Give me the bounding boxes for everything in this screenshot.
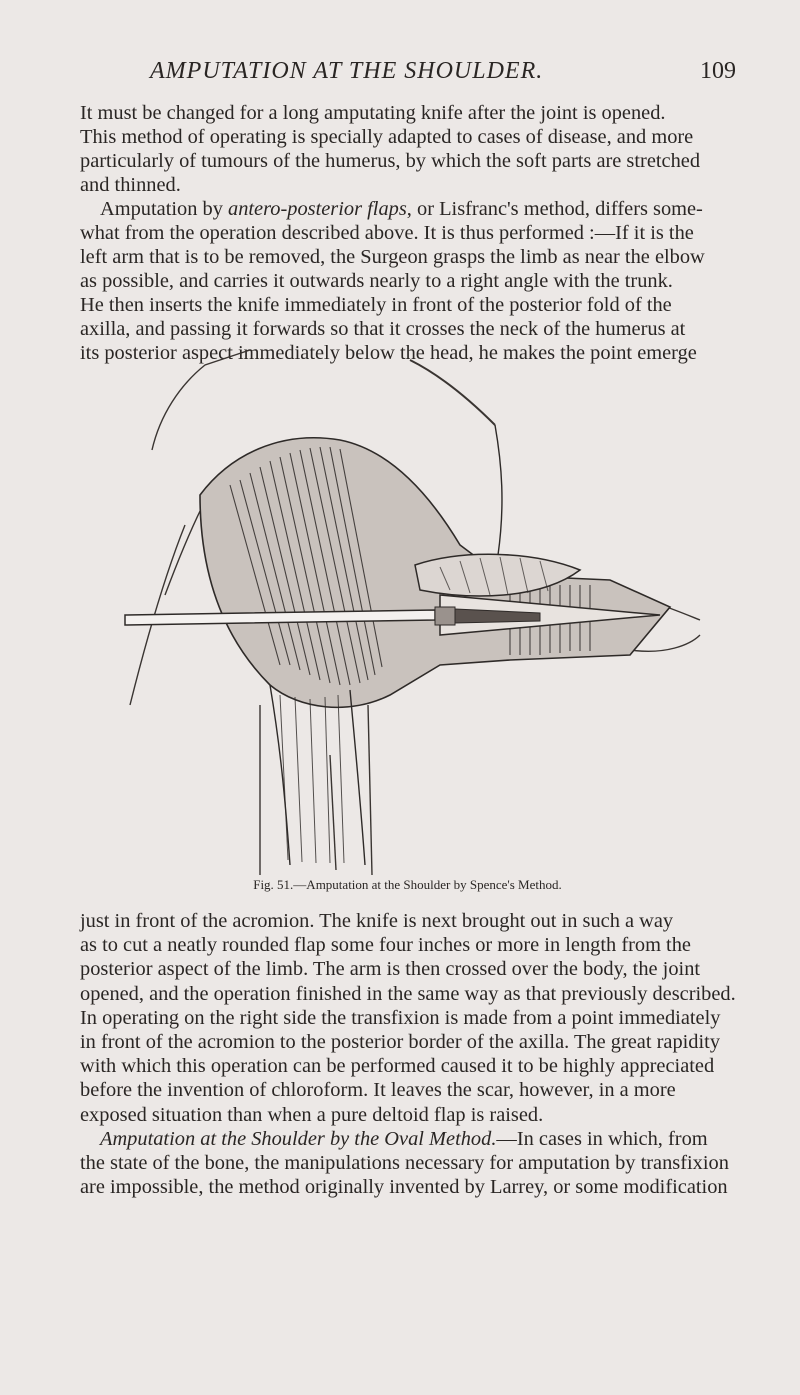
running-head <box>0 58 800 94</box>
paragraph-2 <box>80 909 735 1199</box>
text-line: just in front of the acromion. The knife is next brought out in such a way <box>80 910 674 932</box>
text-line: with which this operation can be performed caused it to be highly appreciated <box>80 1055 715 1078</box>
text-line: as to cut a neatly rounded flap some four inches or more in length from the <box>80 934 691 957</box>
surgical-illustration <box>110 345 710 875</box>
text-line: In operating on the right side the transfixion is made from a point immediately <box>80 1006 721 1029</box>
text-line: the state of the bone, the manipulations necessary for amputation by transfixion <box>80 1152 729 1175</box>
text-line: He then inserts the knife immediately in front of the posterior fold of the <box>80 294 672 316</box>
text-line <box>80 1127 735 1151</box>
text-line: as possible, and carries it outwards nearly to a right angle with the trunk. <box>80 270 673 292</box>
text-line: opened, and the operation finished in the same way as that previously described. <box>80 982 736 1005</box>
text-line: before the invention of chloroform. It leaves the scar, however, in a more <box>80 1079 676 1102</box>
figure-caption: Fig. 51.—Amputation at the Shoulder by Spence's Method. <box>253 877 562 892</box>
text-run: , or Lisfranc's method, differs some- <box>406 198 703 220</box>
paragraph-1 <box>80 101 735 365</box>
text-line <box>80 197 735 221</box>
text-line: and thinned. <box>80 174 181 196</box>
text-line: exposed situation than when a pure deltoid flap is raised. <box>80 1103 544 1126</box>
text-run: Amputation by <box>100 198 228 220</box>
text-line: are impossible, the method originally invented by Larrey, or some modification <box>80 1176 728 1199</box>
text-line: This method of operating is specially adapted to cases of disease, and more <box>80 126 694 148</box>
italic-term: antero-posterior flaps <box>228 198 407 220</box>
text-line: posterior aspect of the limb. The arm is then crossed over the body, the joint <box>80 958 701 981</box>
italic-heading: Amputation at the Shoulder by the Oval Method. <box>100 1127 497 1150</box>
text-line: left arm that is to be removed, the Surgeon grasps the limb as near the elbow <box>80 246 705 268</box>
text-line: its posterior aspect immediately below the head, he makes the point emerge <box>80 342 697 364</box>
text-line: what from the operation described above. It is thus performed :—If it is the <box>80 222 694 244</box>
text-run: —In cases in which, from <box>496 1127 708 1150</box>
text-line: axilla, and passing it forwards so that it crosses the neck of the humerus at <box>80 318 686 340</box>
running-title: AMPUTATION AT THE SHOULDER. <box>150 58 544 84</box>
page-number: 109 <box>700 58 736 84</box>
text-line: It must be changed for a long amputating knife after the joint is opened. <box>80 102 666 124</box>
text-line: particularly of tumours of the humerus, by which the soft parts are stretched <box>80 150 701 172</box>
text-line: in front of the acromion to the posterior border of the axilla. The great rapidity <box>80 1031 721 1054</box>
